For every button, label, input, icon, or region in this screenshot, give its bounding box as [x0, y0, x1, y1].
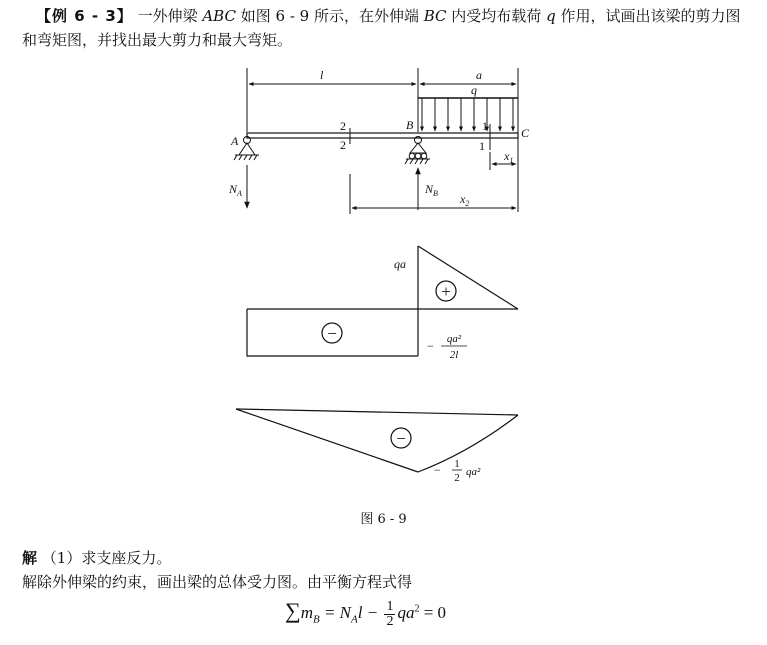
moment-tail: qa² [466, 466, 481, 478]
distributed-load-arrows [422, 98, 513, 131]
roller-support-b [405, 137, 430, 165]
label-point-a: A [231, 134, 239, 148]
shear-minus-sign: − [327, 324, 337, 343]
moment-frac-den: 2 [454, 472, 460, 484]
figure-caption: 图 6 - 9 [360, 512, 407, 527]
label-reaction-a: $N_A$ [229, 182, 242, 198]
label-reaction-b: $N_B$ [425, 182, 438, 198]
label-point-b: B [406, 118, 414, 132]
label-a: a [476, 68, 482, 82]
moment-axis [236, 409, 518, 415]
shear-plus-sign: + [441, 282, 451, 301]
example-statement: 【例 6 - 3】 一外伸梁 ABC 如图 6 - 9 所示，在外伸端 BC 内受均布载荷 q 作用，试画出该梁的剪力图和弯矩图，并找出最大剪力和最大弯矩。 [22, 7, 741, 49]
label-x2: $x_2$ [460, 192, 470, 208]
label-section-1-bottom: 1 [479, 139, 485, 153]
equation-fraction: $\frac{1}{2}$ [386, 598, 394, 629]
label-l: l [320, 68, 324, 82]
example-tag: 【例 6 - 3】 [36, 7, 133, 25]
moment-diagram [236, 409, 518, 472]
shear-frac-num: qa² [446, 333, 462, 345]
shear-label-qa: qa [394, 257, 406, 271]
moment-parabolic-segment [418, 415, 518, 472]
label-section-2-top: 2 [340, 119, 346, 133]
label-section-1-top: 1 [482, 119, 488, 133]
shear-slope [418, 246, 518, 309]
shear-neg-prefix: − [427, 339, 434, 353]
solution-label: 解 [22, 549, 38, 567]
label-section-2-bottom: 2 [340, 138, 346, 152]
moment-frac-num: 1 [454, 458, 460, 470]
label-q: q [471, 83, 477, 97]
label-point-c: C [521, 126, 530, 140]
moment-neg-prefix: − [434, 463, 441, 477]
shear-frac-den: 2l [449, 349, 459, 361]
solution-step-1: 解 （1）求支座反力。 [22, 549, 172, 567]
moment-labels [396, 429, 481, 484]
equilibrium-equation: $\sum m_B = N_Al$ − $\frac{1}{2}$ $qa^2 = 0$ [285, 598, 447, 629]
label-x1: $x_1$ [504, 149, 514, 165]
shear-diagram [247, 246, 518, 356]
moment-minus-sign: − [396, 429, 406, 448]
solution-line-2: 解除外伸梁的约束，画出梁的总体受力图。由平衡方程式得 [22, 573, 413, 591]
beam-body [247, 133, 518, 138]
